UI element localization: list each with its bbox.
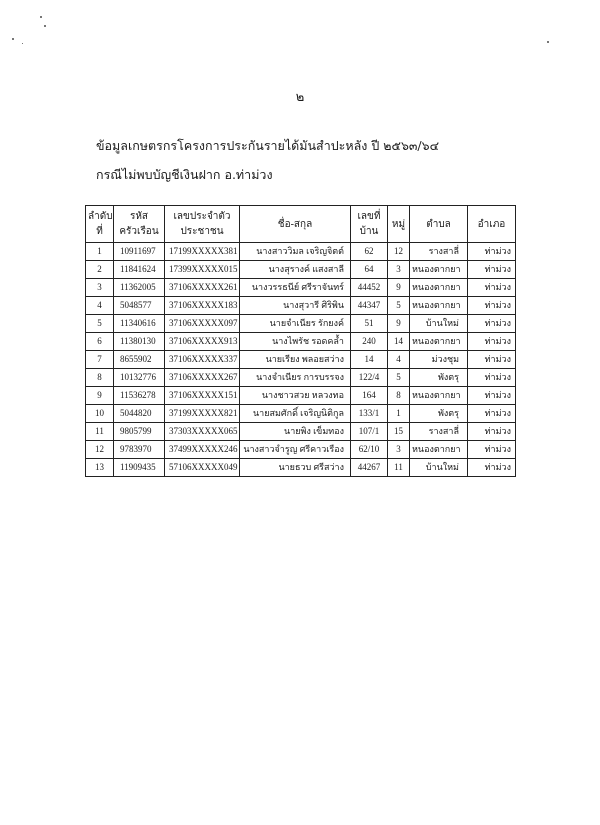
cell-subdistrict: หนองตากยา — [410, 441, 468, 459]
cell-household-code: 5044820 — [114, 405, 165, 423]
cell-district: ท่าม่วง — [468, 243, 516, 261]
cell-district: ท่าม่วง — [468, 315, 516, 333]
cell-id-number: 17399XXXXX015 — [165, 261, 240, 279]
cell-moo: 8 — [388, 387, 410, 405]
cell-house-number: 107/1 — [351, 423, 388, 441]
cell-id-number: 37106XXXXX151 — [165, 387, 240, 405]
header-no: ลำดับ ที่ — [86, 206, 114, 243]
cell-moo: 3 — [388, 261, 410, 279]
cell-subdistrict: รางสาลี่ — [410, 423, 468, 441]
table-row — [86, 423, 516, 441]
cell-district: ท่าม่วง — [468, 279, 516, 297]
table-row — [86, 243, 516, 261]
cell-name: นางสาวจำรูญ ศรีคาวเรือง — [240, 441, 351, 459]
cell-name: นางสาววิมล เจริญจิตต์ — [240, 243, 351, 261]
cell-no: 12 — [86, 441, 114, 459]
scan-speck — [40, 16, 42, 18]
cell-house-number: 64 — [351, 261, 388, 279]
cell-household-code: 11909435 — [114, 459, 165, 477]
cell-no: 3 — [86, 279, 114, 297]
cell-no: 1 — [86, 243, 114, 261]
cell-no: 11 — [86, 423, 114, 441]
cell-district: ท่าม่วง — [468, 387, 516, 405]
cell-district: ท่าม่วง — [468, 351, 516, 369]
cell-house-number: 240 — [351, 333, 388, 351]
cell-name: นางสุรางค์ แสงสาลี — [240, 261, 351, 279]
cell-subdistrict: บ้านใหม่ — [410, 459, 468, 477]
cell-name: นางสุวารี ศิริพิน — [240, 297, 351, 315]
cell-moo: 14 — [388, 333, 410, 351]
cell-household-code: 8655902 — [114, 351, 165, 369]
cell-district: ท่าม่วง — [468, 261, 516, 279]
cell-district: ท่าม่วง — [468, 441, 516, 459]
cell-household-code: 10132776 — [114, 369, 165, 387]
cell-moo: 15 — [388, 423, 410, 441]
cell-no: 5 — [86, 315, 114, 333]
page-number: ๒ — [295, 90, 305, 105]
cell-district: ท่าม่วง — [468, 333, 516, 351]
cell-name: นายพิง เข็มทอง — [240, 423, 351, 441]
cell-district: ท่าม่วง — [468, 369, 516, 387]
cell-no: 4 — [86, 297, 114, 315]
cell-name: นางจำเนียร การบรรจง — [240, 369, 351, 387]
cell-house-number: 51 — [351, 315, 388, 333]
scan-speck — [12, 38, 14, 40]
cell-moo: 11 — [388, 459, 410, 477]
cell-name: นายจำเนียร รักยงค์ — [240, 315, 351, 333]
cell-no: 6 — [86, 333, 114, 351]
header-id-number: เลขประจำตัว ประชาชน — [165, 206, 240, 243]
cell-id-number: 17199XXXXX381 — [165, 243, 240, 261]
cell-id-number: 37106XXXXX097 — [165, 315, 240, 333]
table-header-row — [86, 206, 516, 243]
table-row — [86, 333, 516, 351]
cell-subdistrict: หนองตากยา — [410, 333, 468, 351]
cell-house-number: 62/10 — [351, 441, 388, 459]
table-row — [86, 369, 516, 387]
cell-name: นางชาวสวย หลวงทอ — [240, 387, 351, 405]
cell-id-number: 37106XXXXX183 — [165, 297, 240, 315]
table-row — [86, 405, 516, 423]
cell-household-code: 9783970 — [114, 441, 165, 459]
cell-no: 10 — [86, 405, 114, 423]
table-row — [86, 297, 516, 315]
table-row — [86, 459, 516, 477]
cell-subdistrict: บ้านใหม่ — [410, 315, 468, 333]
cell-district: ท่าม่วง — [468, 405, 516, 423]
cell-name: นายธวบ ศรีสว่าง — [240, 459, 351, 477]
table-row — [86, 315, 516, 333]
cell-subdistrict: หนองตากยา — [410, 261, 468, 279]
cell-moo: 9 — [388, 279, 410, 297]
cell-id-number: 37106XXXXX913 — [165, 333, 240, 351]
cell-house-number: 62 — [351, 243, 388, 261]
cell-moo: 5 — [388, 369, 410, 387]
cell-subdistrict: รางสาลี่ — [410, 243, 468, 261]
farmer-table — [85, 205, 516, 477]
cell-household-code: 9805799 — [114, 423, 165, 441]
cell-id-number: 37106XXXXX267 — [165, 369, 240, 387]
table-row — [86, 387, 516, 405]
cell-house-number: 133/1 — [351, 405, 388, 423]
table-row — [86, 261, 516, 279]
cell-moo: 4 — [388, 351, 410, 369]
cell-name: นางไพรัช รอดคล้ำ — [240, 333, 351, 351]
cell-house-number: 44347 — [351, 297, 388, 315]
cell-house-number: 14 — [351, 351, 388, 369]
cell-house-number: 44267 — [351, 459, 388, 477]
scan-speck — [44, 25, 46, 27]
cell-name: นายเรียง พลอยสว่าง — [240, 351, 351, 369]
cell-subdistrict: หนองตากยา — [410, 279, 468, 297]
cell-district: ท่าม่วง — [468, 423, 516, 441]
cell-name: นางวรรธนีย์ ศรีราจันทร์ — [240, 279, 351, 297]
cell-household-code: 11841624 — [114, 261, 165, 279]
cell-subdistrict: พังตรุ — [410, 369, 468, 387]
cell-house-number: 122/4 — [351, 369, 388, 387]
cell-subdistrict: หนองตากยา — [410, 387, 468, 405]
cell-no: 9 — [86, 387, 114, 405]
cell-household-code: 11536278 — [114, 387, 165, 405]
cell-household-code: 11340616 — [114, 315, 165, 333]
header-district: อำเภอ — [468, 206, 516, 243]
scan-speck — [22, 43, 23, 44]
cell-subdistrict: พังตรุ — [410, 405, 468, 423]
scan-speck — [547, 41, 549, 43]
cell-id-number: 37106XXXXX337 — [165, 351, 240, 369]
cell-no: 13 — [86, 459, 114, 477]
document-title: ข้อมูลเกษตรกรโครงการประกันรายได้มันสำปะหลัง ปี ๒๕๖๓/๖๔ — [96, 138, 440, 153]
cell-moo: 3 — [388, 441, 410, 459]
header-house-number: เลขที่ บ้าน — [351, 206, 388, 243]
cell-household-code: 11380130 — [114, 333, 165, 351]
table-row — [86, 279, 516, 297]
cell-id-number: 37199XXXXX821 — [165, 405, 240, 423]
cell-household-code: 11362005 — [114, 279, 165, 297]
cell-district: ท่าม่วง — [468, 459, 516, 477]
cell-house-number: 44452 — [351, 279, 388, 297]
cell-subdistrict: หนองตากยา — [410, 297, 468, 315]
table-row — [86, 441, 516, 459]
cell-moo: 9 — [388, 315, 410, 333]
cell-district: ท่าม่วง — [468, 297, 516, 315]
cell-no: 8 — [86, 369, 114, 387]
cell-household-code: 5048577 — [114, 297, 165, 315]
cell-moo: 1 — [388, 405, 410, 423]
header-name: ชื่อ-สกุล — [240, 206, 351, 243]
cell-id-number: 37106XXXXX261 — [165, 279, 240, 297]
cell-house-number: 164 — [351, 387, 388, 405]
header-subdistrict: ตำบล — [410, 206, 468, 243]
document-subtitle: กรณีไม่พบบัญชีเงินฝาก อ.ท่าม่วง — [96, 167, 273, 182]
table-row — [86, 351, 516, 369]
cell-name: นายสมศักดิ์ เจริญนิติกูล — [240, 405, 351, 423]
cell-subdistrict: ม่วงชุม — [410, 351, 468, 369]
cell-id-number: 37499XXXXX246 — [165, 441, 240, 459]
header-moo: หมู่ — [388, 206, 410, 243]
cell-household-code: 10911697 — [114, 243, 165, 261]
header-household-code: รหัส ครัวเรือน — [114, 206, 165, 243]
cell-id-number: 57106XXXXX049 — [165, 459, 240, 477]
cell-moo: 12 — [388, 243, 410, 261]
cell-no: 7 — [86, 351, 114, 369]
cell-moo: 5 — [388, 297, 410, 315]
cell-id-number: 37303XXXXX065 — [165, 423, 240, 441]
cell-no: 2 — [86, 261, 114, 279]
